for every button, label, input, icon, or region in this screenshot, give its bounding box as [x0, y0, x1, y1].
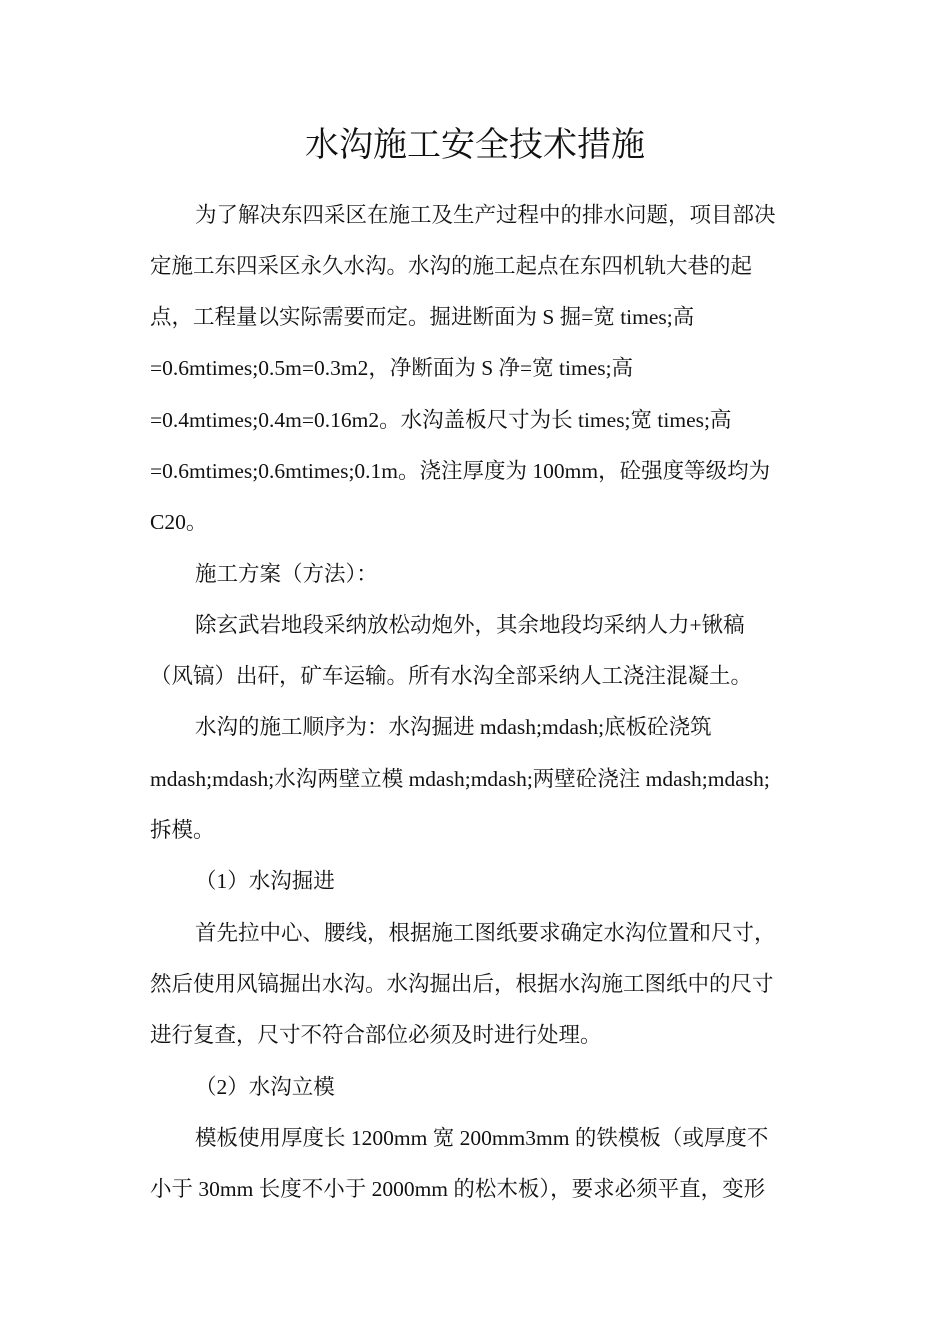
paragraph-line: C20。	[150, 510, 208, 534]
subsection-heading: （2）水沟立模	[195, 1075, 335, 1099]
paragraph-line: 小于 30mm 长度不小于 2000mm 的松木板），要求必须平直，变形	[150, 1177, 766, 1201]
paragraph-line: mdash;mdash;水沟两壁立模 mdash;mdash;两壁砼浇注 mdash;mdash;	[150, 767, 770, 791]
paragraph-line: 然后使用风镐掘出水沟。水沟掘出后，根据水沟施工图纸中的尺寸	[150, 972, 774, 996]
subsection-heading: （1）水沟掘进	[195, 869, 335, 893]
paragraph-line: 首先拉中心、腰线，根据施工图纸要求确定水沟位置和尺寸，	[195, 921, 776, 945]
section-heading: 施工方案（方法）：	[195, 562, 378, 586]
paragraph-line: =0.6mtimes;0.6mtimes;0.1m。浇注厚度为 100mm，砼强度等级均为	[150, 459, 771, 483]
paragraph-line: 拆模。	[150, 818, 215, 842]
document-title: 水沟施工安全技术措施	[305, 125, 645, 165]
paragraph-line: 为了解决东四采区在施工及生产过程中的排水问题，项目部决	[195, 203, 776, 227]
paragraph-line: =0.6mtimes;0.5m=0.3m2，净断面为 S 净=宽 times;高	[150, 356, 634, 380]
paragraph-line: 水沟的施工顺序为：水沟掘进 mdash;mdash;底板砼浇筑	[195, 715, 712, 739]
paragraph-line: 定施工东四采区永久水沟。水沟的施工起点在东四机轨大巷的起	[150, 254, 753, 278]
paragraph-line: =0.4mtimes;0.4m=0.16m2。水沟盖板尺寸为长 times;宽 times;高	[150, 408, 732, 432]
paragraph-line: （风镐）出矸，矿车运输。所有水沟全部采纳人工浇注混凝土。	[150, 664, 753, 688]
paragraph-line: 除玄武岩地段采纳放松动炮外，其余地段均采纳人力+锹稿	[195, 613, 745, 637]
paragraph-line: 点，工程量以实际需要而定。掘进断面为 S 掘=宽 times;高	[150, 305, 695, 329]
paragraph-line: 进行复查，尺寸不符合部位必须及时进行处理。	[150, 1023, 602, 1047]
paragraph-line: 模板使用厚度长 1200mm 宽 200mm3mm 的铁模板（或厚度不	[195, 1126, 769, 1150]
